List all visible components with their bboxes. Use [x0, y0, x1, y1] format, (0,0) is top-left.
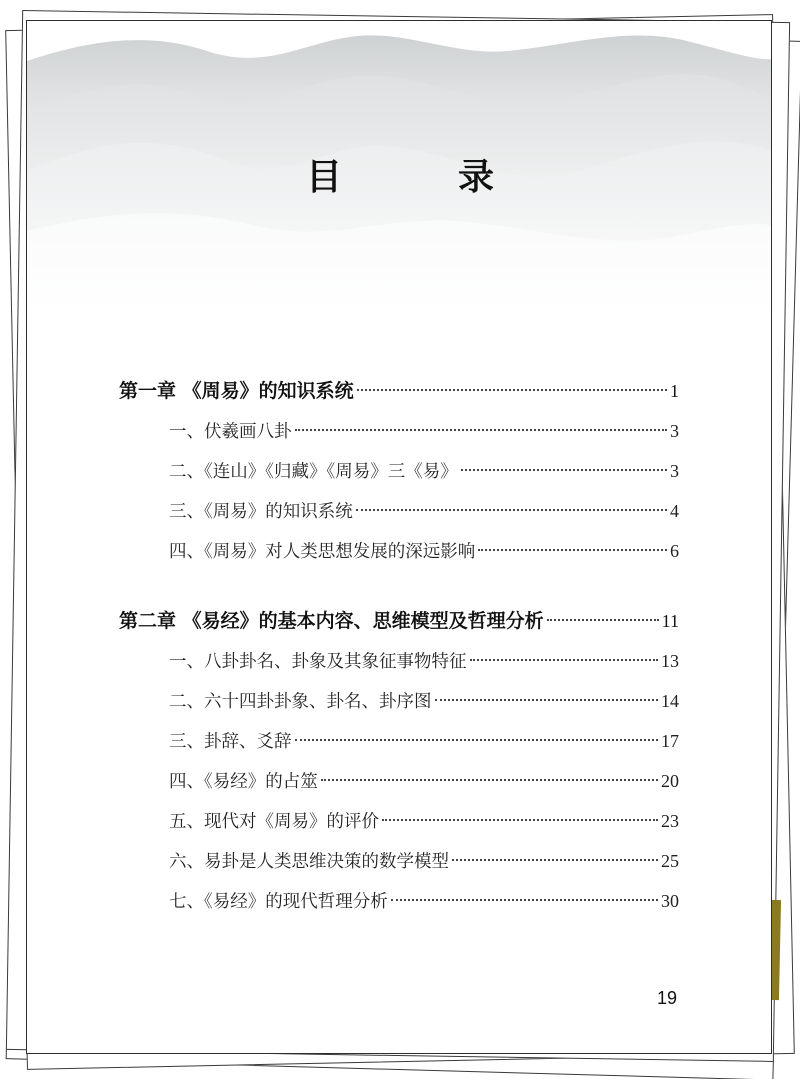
section-title: 四、《周易》对人类思想发展的深远影响 — [169, 542, 476, 562]
section-title: 六、易卦是人类思维决策的数学模型 — [169, 852, 449, 872]
dot-leader — [470, 659, 659, 661]
dot-leader — [357, 389, 667, 391]
toc-chapter-1[interactable] — [119, 371, 679, 411]
toc-entry[interactable] — [119, 451, 679, 491]
section-title: 三、《周易》的知识系统 — [169, 502, 353, 522]
dot-leader — [461, 469, 667, 471]
section-page-number: 3 — [670, 461, 679, 481]
section-page-number: 23 — [661, 811, 679, 831]
chapter-1-sections — [119, 411, 679, 571]
section-title: 一、伏羲画八卦 — [169, 422, 292, 442]
page-number: 19 — [656, 988, 677, 1008]
dot-leader — [391, 899, 658, 901]
toc-entry[interactable] — [119, 721, 679, 761]
dot-leader — [547, 619, 659, 621]
chapter-page-number: 11 — [661, 611, 679, 631]
section-page-number: 13 — [661, 651, 679, 671]
toc-title: 目 录 — [305, 157, 534, 198]
toc-entry[interactable] — [119, 841, 679, 881]
section-title: 一、八卦卦名、卦象及其象征事物特征 — [169, 652, 467, 672]
chapter-title: 第二章 《易经》的基本内容、思维模型及哲理分析 — [119, 610, 544, 632]
section-title: 三、卦辞、爻辞 — [169, 732, 292, 752]
section-page-number: 14 — [661, 691, 679, 711]
toc-entry[interactable] — [119, 681, 679, 721]
toc-entry[interactable] — [119, 801, 679, 841]
toc-page — [26, 20, 772, 1054]
section-title: 四、《易经》的占筮 — [169, 772, 318, 792]
toc-entry[interactable] — [119, 491, 679, 531]
section-page-number: 4 — [670, 501, 679, 521]
section-page-number: 3 — [670, 421, 679, 441]
toc-entry[interactable] — [119, 881, 679, 921]
section-page-number: 17 — [661, 731, 679, 751]
dot-leader — [295, 429, 668, 431]
section-title: 五、现代对《周易》的评价 — [169, 812, 379, 832]
toc-chapter-2[interactable] — [119, 601, 679, 641]
section-title: 二、《连山》《归藏》《周易》三《易》 — [169, 462, 458, 482]
section-page-number: 6 — [670, 541, 679, 561]
section-page-number: 25 — [661, 851, 679, 871]
section-page-number: 20 — [661, 771, 679, 791]
dot-leader — [382, 819, 658, 821]
table-of-contents — [119, 371, 679, 951]
chapter-2-sections — [119, 641, 679, 921]
dot-leader — [356, 509, 667, 511]
toc-entry[interactable] — [119, 761, 679, 801]
dot-leader — [321, 779, 658, 781]
section-title: 七、《易经》的现代哲理分析 — [169, 892, 388, 912]
dot-leader — [452, 859, 658, 861]
dot-leader — [295, 739, 659, 741]
section-title: 二、六十四卦卦象、卦名、卦序图 — [169, 692, 432, 712]
section-page-number: 30 — [661, 891, 679, 911]
toc-entry[interactable] — [119, 641, 679, 681]
chapter-page-number: 1 — [670, 381, 679, 401]
toc-entry[interactable] — [119, 411, 679, 451]
dot-leader — [435, 699, 659, 701]
toc-entry[interactable] — [119, 531, 679, 571]
chapter-title: 第一章 《周易》的知识系统 — [119, 380, 354, 402]
dot-leader — [478, 549, 667, 551]
